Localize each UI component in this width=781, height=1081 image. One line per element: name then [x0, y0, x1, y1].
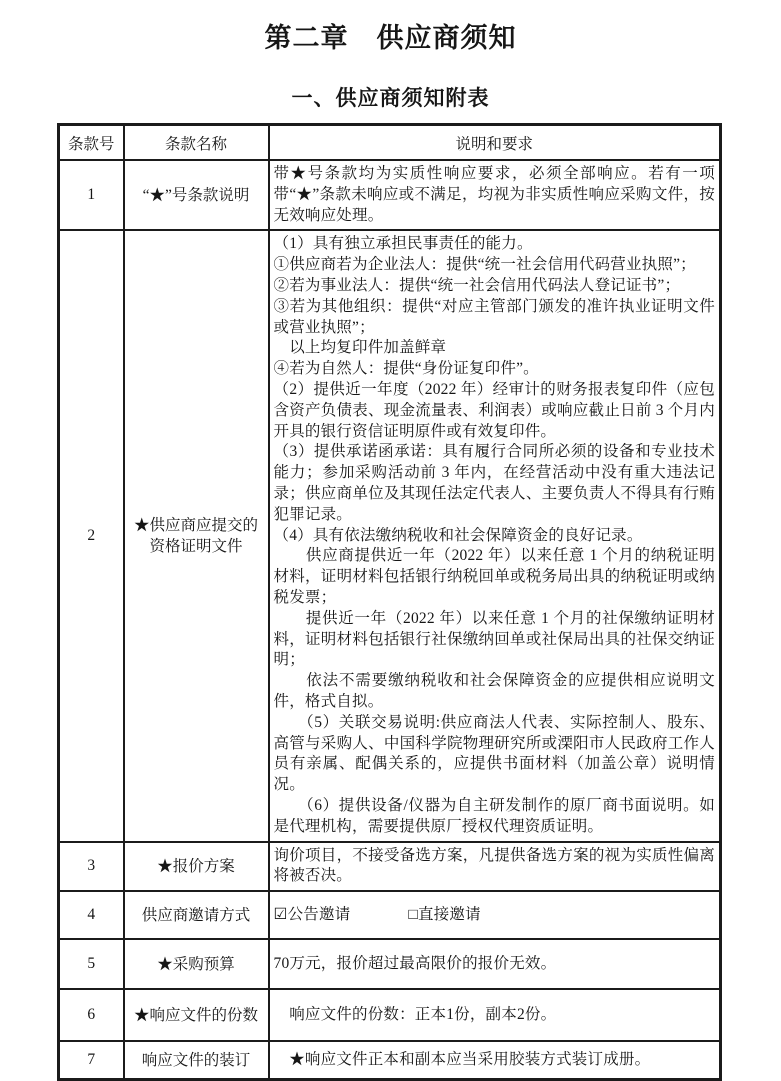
clause-name-cell: “★”号条款说明 [124, 160, 269, 230]
clause-desc-cell [269, 939, 721, 989]
paragraph: ①供应商若为企业法人：提供“统一社会信用代码营业执照”； [273, 256, 696, 274]
table-row-2 [59, 230, 721, 841]
table-row-3 [59, 842, 721, 892]
paragraph: （4）具有依法缴纳税收和社会保障资金的良好记录。 [273, 526, 643, 544]
page-title: 第二章 供应商须知 [264, 23, 517, 53]
paragraph: ②若为事业法人：提供“统一社会信用代码法人登记证书”； [273, 276, 681, 294]
clause-name-cell: ★响应文件的份数 [124, 989, 269, 1041]
clause-no-cell: 6 [59, 989, 124, 1041]
clause-name-cell: ★报价方案 [124, 842, 269, 892]
paragraph: 提供近一年（2022 年）以来任意 1 个月的社保缴纳证明材料，证明材料包括银行社保缴纳回单或社保局出具的社保交纳证明； [273, 609, 715, 669]
paragraph: 70万元，报价超过最高限价的报价无效。 [273, 954, 557, 972]
supplier-notice-table [57, 123, 722, 1081]
paragraph: 依法不需要缴纳税收和社会保障资金的应提供相应说明文件，格式自拟。 [273, 672, 715, 710]
checked-checkbox-icon: ☑ [273, 905, 288, 923]
clause-name-cell: ★供应商应提交的资格证明文件 [124, 230, 269, 841]
header-clause-no: 条款号 [59, 125, 124, 161]
clause-desc-cell [269, 1041, 721, 1080]
paragraph: （6）提供设备/仪器为自主研发制作的原厂商书面说明。如是代理机构，需要提供原厂授权代理资质证明。 [273, 796, 715, 835]
paragraph: （1）具有独立承担民事责任的能力。 [273, 235, 533, 253]
clause-desc-cell [269, 891, 721, 939]
clause-no-cell: 4 [59, 891, 124, 939]
header-clause-name: 条款名称 [124, 125, 269, 161]
clause-desc-cell [269, 160, 721, 230]
paragraph: 供应商提供近一年（2022 年）以来任意 1 个月的纳税证明材料，证明材料包括银行纳税回单或税务局出具的纳税证明或纳税发票； [273, 547, 715, 606]
clause-name-cell: ★采购预算 [124, 939, 269, 989]
paragraph: 带★号条款均为实质性响应要求，必须全部响应。若有一项带“★”条款未响应或不满足，均视为非实质性响应采购文件，按无效响应处理。 [273, 165, 715, 224]
paragraph: ★响应文件正本和副本应当采用胶装方式装订成册。 [273, 1050, 651, 1068]
invite-option-announcement [274, 906, 351, 923]
clause-desc-cell [269, 989, 721, 1041]
option-label: 直接邀请 [417, 905, 481, 923]
paragraph: ④若为自然人：提供“身份证复印件”。 [273, 360, 539, 378]
paragraph: （3）提供承诺函承诺：具有履行合同所必须的设备和专业技术能力；参加采购活动前 3 年内，在经营活动中没有重大违法记录；供应商单位及其现任法定代表人、主要负责人不得具有行贿犯罪记录。 [273, 443, 715, 523]
section-title: 一、供应商须知附表 [291, 86, 490, 110]
clause-no-cell: 1 [59, 160, 124, 230]
table-row-4 [59, 891, 721, 939]
paragraph: 以上均复印件加盖鲜章 [273, 339, 447, 357]
paragraph: 询价项目，不接受备选方案，凡提供备选方案的视为实质性偏离将被否决。 [273, 846, 715, 885]
clause-no-cell: 5 [59, 939, 124, 989]
clause-no-cell: 3 [59, 842, 124, 892]
clause-desc-cell [269, 230, 721, 841]
header-row [59, 125, 721, 161]
table-row-1 [59, 160, 721, 230]
table-row-7 [59, 1041, 721, 1080]
clause-name-cell: 响应文件的装订 [124, 1041, 269, 1080]
table-row-6 [59, 989, 721, 1041]
paragraph: （2）提供近一年度（2022 年）经审计的财务报表复印件（应包含资产负债表、现金流量表、利润表）或响应截止日前 3 个月内开具的银行资信证明原件或有效复印件。 [273, 380, 715, 440]
paragraph: 响应文件的份数：正本1份，副本2份。 [273, 1005, 557, 1023]
clause-no-cell: 2 [59, 230, 124, 841]
invite-option-direct [408, 906, 480, 923]
option-label: 公告邀请 [287, 905, 351, 923]
paragraph: （5）关联交易说明:供应商法人代表、实际控制人、股东、高管与采购人、中国科学院物理研究所或溧阳市人民政府工作人员有亲属、配偶关系的，应提供书面材料（加盖公章）说明情况。 [273, 713, 715, 794]
clause-name-cell: 供应商邀请方式 [124, 891, 269, 939]
clause-desc-cell [269, 842, 721, 892]
paragraph: ③若为其他组织：提供“对应主管部门颁发的准许执业证明文件或营业执照”； [273, 297, 715, 336]
header-clause-desc: 说明和要求 [269, 125, 721, 161]
unchecked-checkbox-icon: □ [408, 905, 418, 923]
clause-no-cell: 7 [59, 1041, 124, 1080]
table-row-5 [59, 939, 721, 989]
